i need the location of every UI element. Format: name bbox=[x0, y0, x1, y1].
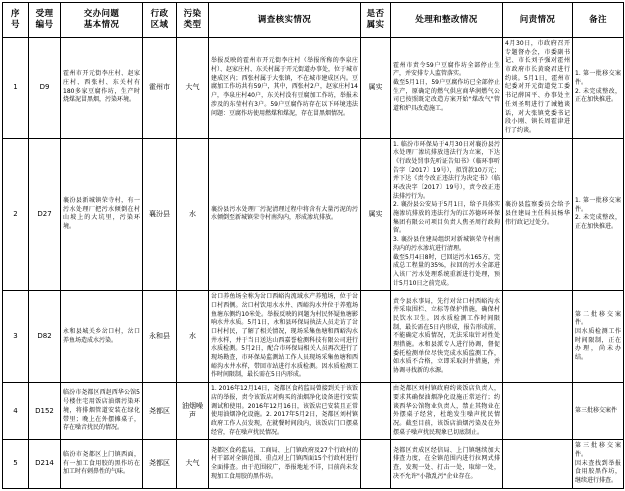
column-header-line: 区域 bbox=[150, 20, 169, 30]
cell-type: 水 bbox=[177, 291, 209, 383]
inspection-cases-table bbox=[2, 2, 624, 489]
cell-paragraph: 举报反映的霍州市开元街李庄村（举报所称的李泉庄村）、赵家庄村、东关村属于开元街道办事处，位于城市建成区内；西张村属于大张镇，不在城市建成区内。豆腐加工作坊共有59户，其中，西张村2户，赵家庄村14户，李泉庄村40户，东关村没有豆腐加工作坊，举报未涉及的东莹村有3户。59户豆腐作坊存在以下环境违法问题：豆腐作坊使用燃煤和煤泥，存在冒黑烟情况。 bbox=[211, 57, 359, 117]
table-row bbox=[3, 440, 624, 488]
column-header-line: 问责情况 bbox=[519, 14, 556, 25]
cell-paragraph: 尧都区食药监局、工商局、上门镇政府及27个行政村的村干部对全镇范围、重点对上门镇西面15个行政村进行全面排查。由于范围较广，举报地址不详，目前尚未发现加工食用胶的黑作坊。 bbox=[211, 446, 358, 480]
column-header-line: 类型 bbox=[183, 20, 202, 30]
cell-accountability bbox=[503, 38, 573, 139]
cell-accountability bbox=[503, 138, 573, 291]
cell-handling bbox=[391, 383, 503, 440]
cell-area: 襄汾县 bbox=[143, 138, 177, 291]
cell-paragraph: 1. 第一批移交案件。 bbox=[575, 70, 621, 87]
cell-area: 霍州市 bbox=[143, 38, 177, 139]
cell-verified: 属实 bbox=[361, 38, 391, 139]
cell-remark bbox=[573, 38, 624, 139]
cell-remark bbox=[573, 383, 624, 440]
cell-area: 尧都区 bbox=[143, 440, 177, 488]
table-header bbox=[3, 3, 624, 38]
cell-paragraph: 尧都区责成区经信局、上门镇继续加大排查力度，在全镇范围内进行拉网式排查，发现一处、打击一处，取缔一处，决不允许"小散乱污"企业存在。 bbox=[393, 446, 500, 480]
cell-paragraph: 截至5月4日8时，已回运污水165方，完成总工程量的35%，拉回的污水全部进入该厂污水处理系统重新进行处理，预计5月10日之前完成。 bbox=[393, 253, 500, 287]
column-header-handle bbox=[391, 3, 503, 38]
cell-paragraph: 2. 未完成整改，正在加快推进。 bbox=[575, 87, 621, 104]
cell-index: 1 bbox=[3, 38, 29, 139]
header-row bbox=[3, 3, 624, 38]
column-header-line: 属实 bbox=[366, 20, 385, 30]
cell-paragraph: 临汾市尧都区西赵西华公馆5号楼住宅用饭店油烟污染环境，将排烟管道安装在绿化带里；晚上在外摆摊桌子，存在噪音扰民的情况。 bbox=[63, 389, 140, 432]
cell-index: 4 bbox=[3, 383, 29, 440]
cell-investigation bbox=[209, 440, 361, 488]
cell-investigation bbox=[209, 291, 361, 383]
cell-paragraph: 岔口养鱼场全称为岔口西峪沟流域水产养殖场，位于岔口村西侧。岔口村饮用水水井、西峪沟水井位于养殖场鱼塘东侧约10米处。举报反映的问题为村民怀疑鱼塘影响水井水质。5月1日，永和县环保局执法人员走访了岔口村村民，了解了相关情况，现场采集鱼塘和西峪沟水井水样，并于当日送达山西嘉誉检测科技有限公司进行水质检测。5月2日，配合市环保局相关人员再次进行了现场勘查，市环保局监测站工作人员现场采集鱼塘和西峪沟水井水样，带回市站进行水质检测。因水质检测工作时间限制，最长需在5日内形成。 bbox=[211, 293, 358, 379]
column-header-line: 是否 bbox=[366, 9, 385, 20]
column-header-invest bbox=[209, 3, 361, 38]
cell-accountability bbox=[503, 383, 573, 440]
cell-area: 永和县 bbox=[143, 291, 177, 383]
column-header-true bbox=[361, 3, 391, 38]
cell-paragraph: 2. 未完成整改，正在加快推进。 bbox=[575, 214, 621, 231]
cell-paragraph: 襄汾县监察委员会给予县住建局主任科员杨华伟行政记过处分。 bbox=[505, 201, 570, 226]
cell-paragraph: 霍州市责令59户豆腐作坊全部停止生产，并安排专人监管落实。 bbox=[393, 61, 500, 78]
cell-paragraph: 霍州市开元街李庄村、赵家庄村、西张村、东关村有180多家豆腐作坊，生产时烧煤泥冒黑烟，污染环境。 bbox=[63, 70, 140, 104]
cell-code: D9 bbox=[29, 38, 61, 139]
column-header-brief bbox=[61, 3, 143, 38]
column-header-type bbox=[177, 3, 209, 38]
cell-paragraph: 因水质检测工作时间限制，正在办理，尚未办结。 bbox=[575, 328, 621, 362]
cell-accountability bbox=[503, 291, 573, 383]
column-header-line: 污染 bbox=[183, 9, 202, 20]
column-header-area bbox=[143, 3, 177, 38]
cell-investigation bbox=[209, 383, 361, 440]
column-header-line: 基本情况 bbox=[83, 20, 120, 30]
column-header-line: 编号 bbox=[35, 20, 54, 30]
cell-handling bbox=[391, 440, 503, 488]
cell-handling bbox=[391, 291, 503, 383]
column-header-line: 交办问题 bbox=[83, 9, 120, 20]
cell-type: 大气 bbox=[177, 38, 209, 139]
cell-index: 2 bbox=[3, 138, 29, 291]
cell-verified bbox=[361, 440, 391, 488]
cell-paragraph: 1. 临汾市环保局于4月30日对襄汾县污水处理厂渗坑排放违法行为立案，下达《行政处罚事先听证告知书》（临环事听告字〔2017〕19号），拟罚款10万元；并下达《责令改正违法行为决定书》（临环改决字〔2017〕19号），责令改正违法排污行为。 bbox=[393, 140, 500, 200]
cell-verified bbox=[361, 383, 391, 440]
table-row bbox=[3, 38, 624, 139]
cell-verified: 属实 bbox=[361, 138, 391, 291]
cell-paragraph: 由尧都区刘村镇政府约谈饭店负责人，要求其确保油烟净化设施正常运行；约谈西华公馆物业负责人，禁止其物业在外摆桌子经营，杜绝发生噪声扰民情况。截至目前，该饭店油烟污染及在外摆桌子噪声扰民现象已切底制止。 bbox=[393, 385, 500, 436]
column-header-index bbox=[3, 3, 29, 38]
cell-code: D214 bbox=[29, 440, 61, 488]
cell-paragraph: 3. 襄汾县住建局组织对新城镇荣寺村南沟内的污水渗坑进行清理。 bbox=[393, 236, 500, 252]
cell-code: D27 bbox=[29, 138, 61, 291]
cell-brief bbox=[61, 38, 143, 139]
cell-remark bbox=[573, 440, 624, 488]
table-body bbox=[3, 38, 624, 489]
cell-area: 尧都区 bbox=[143, 383, 177, 440]
cell-brief bbox=[61, 138, 143, 291]
column-header-remark bbox=[573, 3, 624, 38]
cell-paragraph: 因未查找到举报食用胶黑作坊，继续进行排查。 bbox=[575, 459, 621, 484]
cell-index: 5 bbox=[3, 440, 29, 488]
cell-code: D82 bbox=[29, 291, 61, 383]
cell-remark bbox=[573, 291, 624, 383]
cell-paragraph: 第三批移交案件 bbox=[575, 406, 618, 414]
table-row bbox=[3, 383, 624, 440]
cell-verified bbox=[361, 291, 391, 383]
cell-handling bbox=[391, 138, 503, 291]
cell-type: 油烟噪声 bbox=[177, 383, 209, 440]
column-header-line: 调查核实情况 bbox=[257, 14, 312, 25]
cell-index: 3 bbox=[3, 291, 29, 383]
cell-type: 水 bbox=[177, 138, 209, 291]
cell-paragraph: 襄汾县新城镇荣寺村，有一污水处理厂把污水倾倒在村山坡上的大坑里，污染环境。 bbox=[63, 197, 140, 231]
cell-paragraph: 2. 襄汾县公安局于5月1日，给予具体实施渗坑排放的违法行为的江苏德环环保集团有限公司项目负责人焦圣周行政拘留。 bbox=[393, 201, 500, 235]
cell-remark bbox=[573, 138, 624, 291]
cell-brief bbox=[61, 291, 143, 383]
table-row bbox=[3, 138, 624, 291]
column-header-line: 备注 bbox=[589, 14, 607, 25]
cell-paragraph: 1. 第一批移交案件。 bbox=[575, 197, 621, 213]
cell-paragraph: 1. 2016年12月14日，尧都区食药监局曾接到关于该饭店的举报，责令该饭店对购买的油烟净化设备进行安装调试和使用。2016年12月16日，该饭店已安装且正常使用油烟净化设施。2. 2017年5月2日，尧都区刘村镇政府工作人员发现，在就餐时间段内，该饭店门口摆桌经营，存在噪声扰民情况。 bbox=[211, 385, 358, 436]
column-header-code bbox=[29, 3, 61, 38]
column-header-line: 序 bbox=[11, 9, 20, 20]
cell-brief bbox=[61, 383, 143, 440]
cell-investigation bbox=[209, 138, 361, 291]
table-row bbox=[3, 291, 624, 383]
column-header-acct bbox=[503, 3, 573, 38]
cell-paragraph: 截至5月1日，59户豆腐作坊已全部停止生产，原确定的燃气供应商华润燃气公司已按照既定改造方案开始"煤改气"管道和炉具改造施工。 bbox=[393, 79, 500, 113]
cell-paragraph: 4月30日，市政府召开专题督办会，市委副书记、市长刘予强对霍州市政府市长黄晓君进行约谈。5月1日，霍州市纪委对开元街道党工委书记薛国平、办事处主任刘圣明进行了诫勉谈话，对大张镇党委书记段小刚、镇长周霍津进行了约谈。 bbox=[505, 40, 570, 134]
cell-paragraph: 第二批移交案件。 bbox=[575, 310, 621, 327]
cell-accountability bbox=[503, 440, 573, 488]
cell-investigation bbox=[209, 38, 361, 139]
cell-code: D152 bbox=[29, 383, 61, 440]
column-header-line: 处理和整改情况 bbox=[415, 14, 478, 25]
cell-paragraph: 第三批移交案件。 bbox=[575, 442, 621, 458]
column-header-line: 号 bbox=[11, 20, 20, 30]
cell-paragraph: 临汾市尧都区上门镇西面，有一加工食用胶的黑作坊在加工时有刺鼻性的气味。 bbox=[63, 450, 140, 476]
column-header-line: 受理 bbox=[35, 9, 54, 20]
cell-paragraph: 襄汾县污水处理厂污泥清理过程中将含有大量污泥的污水倾倒至新城镇荣寺村南沟内，形成渗坑排放。 bbox=[211, 205, 358, 222]
column-header-line: 行政 bbox=[150, 9, 169, 20]
cell-handling bbox=[391, 38, 503, 139]
cell-paragraph: 责令县水事局，先行对岔口村西峪沟水井采取围栏、立标等保护措施，确保村民饮水卫生。因水质检测工作时间限制，最长需在5日内形成，报告形成前，不能确定水质情况，无法采取针对性处理措施。永和县派专人进行协调，督促委托检测单位尽快完成水质监测工作，如水质不合格，立即采取封井措施，并协调寻找新的水源。 bbox=[393, 297, 500, 375]
cell-type: 大气 bbox=[177, 440, 209, 488]
cell-paragraph: 永和县城关乡岔口村，岔口养鱼场造成水污染。 bbox=[63, 328, 140, 344]
cell-brief bbox=[61, 440, 143, 488]
